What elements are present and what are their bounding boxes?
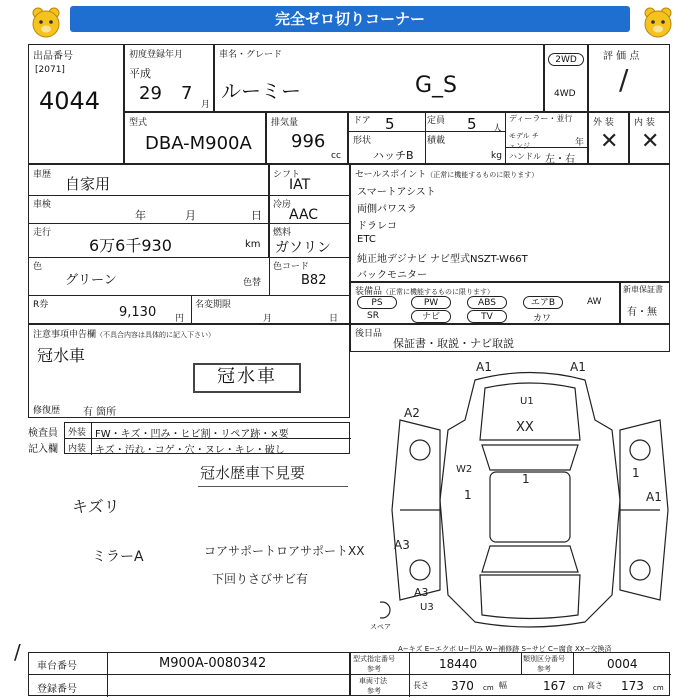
register-label: 登録番号 [37, 684, 77, 695]
equipment-box [350, 282, 620, 324]
equipment-note: （正常に機能するものに限ります） [382, 288, 495, 296]
displacement-value: 996 [291, 131, 326, 152]
height-value: 173 [621, 679, 644, 693]
inspection-label: 車検 [33, 200, 52, 210]
capacity-value: 5 [467, 115, 477, 133]
interior-box [629, 112, 670, 164]
height-label: 高さ [587, 681, 603, 690]
notes-title: 注意事項申告欄 [33, 330, 97, 340]
length-label: 長さ [413, 681, 429, 690]
sales-item: 両側パワスラ [357, 204, 417, 215]
model-change-value: 年 [575, 138, 585, 148]
mileage-value: 6万6千930 [89, 236, 172, 255]
fuel-label: 燃料 [273, 228, 292, 238]
footer-mark: / [14, 640, 21, 664]
check-label-2: 記入欄 [28, 444, 58, 455]
mark-xx-roof: XX [516, 420, 534, 435]
drive-4wd: 4WD [554, 89, 576, 99]
sales-title: セールスポイント [355, 170, 427, 180]
lot-label: 出品番号 [33, 51, 73, 62]
equip-abs: ABS [467, 296, 507, 309]
recycle-unit: 円 [175, 314, 185, 324]
ac-label: 冷房 [273, 200, 292, 210]
lot-box [28, 44, 124, 164]
car-grade: G_S [415, 73, 458, 98]
name-change-label: 名変期限 [195, 300, 232, 310]
inspection-day: 日 [251, 209, 262, 222]
notes-label [33, 327, 215, 340]
bear-mascot-left-icon [28, 4, 64, 44]
width-unit: cm [573, 684, 584, 692]
equip-ps: PS [357, 296, 397, 309]
chassis-value: M900A-0080342 [159, 656, 267, 671]
displacement-box [266, 112, 348, 164]
after-box [350, 324, 670, 352]
color-value: グリーン [65, 273, 117, 288]
size-label: 車両寸法 [359, 677, 387, 685]
reg-month-unit: 月 [201, 100, 211, 110]
interior-label: 内 装 [634, 118, 655, 128]
model-box [124, 112, 266, 164]
notes-stamp: 冠水車 [193, 363, 301, 393]
doors-label: ドア [353, 116, 371, 126]
exterior-box [588, 112, 629, 164]
check-area [28, 420, 350, 456]
shift-label: シフト [273, 170, 301, 180]
fuel-value: ガソリン [275, 240, 331, 256]
car-rear [480, 575, 580, 619]
lot-number: 4044 [39, 87, 101, 115]
mileage-unit: km [245, 239, 261, 250]
spare-label: スペア [370, 623, 391, 631]
equip-sr: SR [367, 311, 379, 321]
model-change-label: モデル チェンジ [509, 132, 539, 150]
shape-label: 形状 [353, 136, 372, 146]
color-no-label: 色替 [243, 278, 262, 288]
notes-box [28, 324, 350, 418]
class-no-sub: 参考 [537, 665, 551, 673]
mark-w2: W2 [456, 464, 473, 475]
mark-u1: U1 [520, 396, 534, 407]
damage-legend: A−キズ E−エクボ U−凹み W−補修跡 S−サビ C−腐食 XX−交換済 [398, 645, 612, 653]
name-change-day: 日 [329, 314, 339, 324]
shift-value: IAT [289, 177, 311, 193]
car-rear-window [482, 546, 578, 572]
mark-a1-top-right: A1 [570, 360, 586, 374]
manual-value: 有・無 [627, 307, 657, 318]
inspection-year: 年 [135, 209, 146, 222]
capacity-label: 定員 [427, 116, 446, 126]
reg-label: 初度登録年月 [129, 50, 184, 60]
equip-airbag: エアB [523, 296, 563, 309]
manual-label: 新車保証書 [623, 285, 663, 294]
spare-tire [380, 602, 390, 618]
check-ext-items: FW・キズ・凹み・ヒビ割・リペア跡・×要 [95, 429, 289, 440]
equip-navi: ナビ [411, 310, 451, 323]
grade-box [588, 44, 670, 112]
notes-value: 冠水車 [37, 346, 86, 365]
car-label: 車名・グレード [219, 50, 283, 60]
mark-one-b: 1 [522, 472, 530, 486]
check-int-items: キズ・汚れ・コゲ・穴・ヌレ・キレ・破し [95, 445, 285, 456]
repair-value: 有 箇所 [83, 407, 117, 418]
grade-mark: / [619, 63, 629, 96]
model-no-value: 18440 [439, 657, 478, 671]
exterior-mark: ✕ [600, 129, 619, 154]
capacity-unit: 人 [493, 124, 503, 134]
header-bar [70, 6, 630, 32]
mark-a3: A3 [394, 538, 410, 552]
sales-item: 純正地デジナビ ナビ型式NSZT-W66T [357, 254, 528, 265]
notes-sub: （不具合内容は具体的に記入下さい） [96, 331, 216, 339]
chassis-box [28, 652, 350, 696]
handle-value: 左・右 [545, 154, 575, 165]
reg-month: 7 [181, 83, 193, 104]
mark-a1-top-left: A1 [476, 360, 492, 374]
mark-one-c: 1 [632, 466, 640, 480]
mark-a2-left: A2 [404, 406, 420, 420]
sales-item: スマートアシスト [357, 187, 436, 198]
inspection-month: 月 [185, 209, 196, 222]
reg-year: 29 [139, 83, 162, 104]
lot-sub: [2071] [35, 65, 65, 75]
check-label-1: 検査員 [28, 428, 58, 439]
history-value: 自家用 [65, 175, 111, 193]
after-value: 保証書・取説・ナビ取説 [393, 337, 514, 350]
chassis-label: 車台番号 [37, 661, 77, 672]
height-unit: cm [653, 684, 664, 692]
bear-mascot-right-icon [640, 4, 676, 44]
sales-item: バックモニター [357, 270, 427, 281]
hand-lower: 下回りさびサビ有 [212, 572, 309, 586]
wheel-rr [630, 560, 650, 580]
interior-mark: ✕ [641, 129, 660, 154]
sales-points [350, 164, 670, 282]
displacement-unit: cc [331, 151, 341, 161]
recycle-label: R券 [33, 300, 49, 310]
equip-aw: AW [587, 297, 602, 307]
color-label: 色 [33, 262, 43, 272]
history-label: 車歴 [33, 170, 52, 180]
drive-2wd: 2WD [548, 53, 584, 66]
length-value: 370 [451, 679, 474, 693]
doors-value: 5 [385, 115, 395, 133]
spec-box [348, 112, 588, 164]
ac-value: AAC [289, 207, 319, 223]
grade-label: 評 価 点 [603, 51, 640, 62]
hand-mirror: ミラーA [92, 549, 144, 565]
specs-box [350, 652, 670, 696]
model-no-label: 型式指定番号 [353, 655, 395, 663]
color-code: B82 [301, 273, 327, 288]
recycle-value: 9,130 [119, 305, 157, 320]
car-roof [490, 472, 570, 542]
wheel-fl [410, 440, 430, 460]
class-no-label: 類別区分番号 [523, 655, 565, 663]
shift-box [268, 164, 350, 258]
mark-a3-bottom: A3 [414, 586, 429, 599]
shape-value: ハッチB [373, 149, 414, 162]
repair-label: 修復歴 [33, 406, 61, 416]
mark-one-a: 1 [464, 488, 472, 502]
car-name: ルーミー [221, 79, 301, 103]
color-code-label: 色コード [273, 262, 310, 272]
equip-pw: PW [411, 296, 451, 309]
after-label: 後日品 [355, 329, 383, 339]
reg-box [124, 44, 214, 112]
check-table [64, 422, 350, 454]
load-unit: kg [491, 151, 502, 161]
hand-scratch: キズリ [72, 497, 120, 516]
model-value: DBA-M900A [145, 133, 252, 154]
equipment-title: 装備品 [355, 287, 383, 297]
car-box [214, 44, 544, 112]
mark-u3: U3 [420, 602, 434, 613]
reg-era: 平成 [129, 67, 151, 80]
length-unit: cm [483, 684, 494, 692]
displacement-label: 排気量 [271, 118, 299, 128]
car-windshield [482, 445, 578, 470]
class-no-value: 0004 [607, 657, 638, 671]
width-value: 167 [543, 679, 566, 693]
wheel-rl [410, 560, 430, 580]
name-change-month: 月 [263, 314, 273, 324]
load-label: 積載 [427, 136, 446, 146]
sales-label [355, 167, 538, 180]
header-title: 完全ゼロ切りコーナー [274, 10, 425, 28]
model-label: 型式 [129, 118, 148, 128]
mark-a1-right: A1 [646, 490, 662, 504]
hand-flood: 冠水歴車下見要 [200, 464, 306, 482]
wheel-fr [630, 440, 650, 460]
sales-note: （正常に機能するものに限ります） [426, 171, 539, 179]
handle-label: ハンドル [509, 152, 541, 161]
model-no-sub: 参考 [367, 665, 381, 673]
sales-item: ETC [357, 234, 376, 245]
drive-box [544, 44, 588, 112]
equip-leather: カワ [533, 314, 552, 324]
manual-box [620, 282, 670, 324]
dealer-label: ディーラー・並行 [509, 114, 573, 123]
equip-tv: TV [467, 310, 507, 323]
hand-core: コアサポートロアサポートXX [204, 544, 365, 558]
mileage-label: 走行 [33, 228, 52, 238]
car-diagram [370, 360, 680, 640]
width-label: 幅 [499, 681, 507, 690]
size-sub: 参考 [367, 687, 381, 695]
exterior-label: 外 装 [593, 118, 614, 128]
check-ext-label: 外装 [68, 428, 87, 438]
check-int-label: 内装 [68, 444, 87, 454]
sales-item: ドラレコ [357, 221, 397, 232]
